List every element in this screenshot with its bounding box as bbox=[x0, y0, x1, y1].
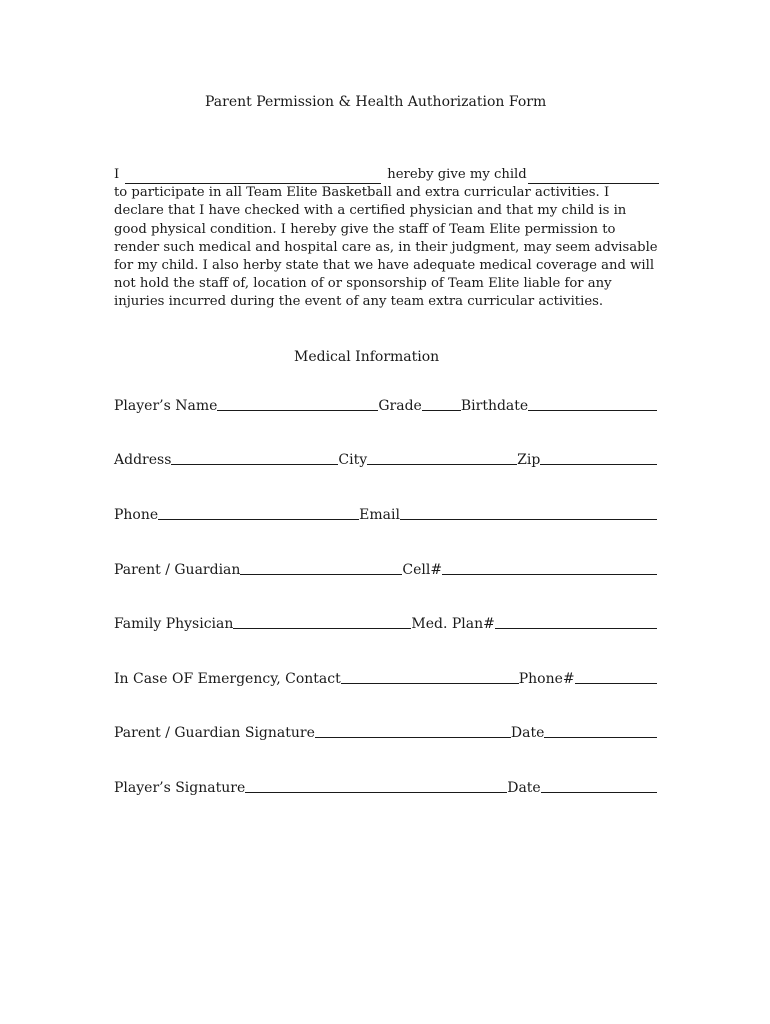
emergency-phone-field[interactable] bbox=[575, 669, 657, 684]
intro-prefix: I bbox=[114, 167, 120, 182]
grade-label: Grade bbox=[378, 398, 422, 414]
permission-first-line bbox=[114, 166, 659, 184]
guardian-date-field[interactable] bbox=[544, 723, 657, 738]
address-row bbox=[114, 448, 657, 468]
permission-body: to participate in all Team Elite Basketball and extra curricular activities. I declare that I have checked with a certified physician and that my child is in good physical condition. I hereby give the staff of Team Elite permission to render such medical and hospital care as, in their judgment, may seem advisable for my child. I also herby state that we have adequate medical coverage and will not hold the staff of, location of or sponsorship of Team Elite liable for any injuries incurred during the event of any team extra curricular activities. bbox=[114, 185, 658, 310]
address-label: Address bbox=[114, 452, 172, 468]
address-field[interactable] bbox=[171, 450, 338, 465]
emergency-contact-field[interactable] bbox=[341, 669, 519, 684]
physician-row bbox=[114, 612, 657, 632]
phone-label: Phone bbox=[114, 507, 159, 523]
phone-field[interactable] bbox=[158, 505, 359, 520]
email-field[interactable] bbox=[400, 505, 657, 520]
city-field[interactable] bbox=[367, 450, 517, 465]
physician-field[interactable] bbox=[233, 614, 411, 629]
guardian-label: Parent / Guardian bbox=[114, 562, 241, 578]
email-label: Email bbox=[359, 507, 400, 523]
emergency-phone-label: Phone# bbox=[518, 671, 575, 687]
player-name-label: Player’s Name bbox=[114, 398, 218, 414]
emergency-contact-label: In Case OF Emergency, Contact bbox=[114, 671, 341, 687]
player-date-field[interactable] bbox=[541, 778, 657, 793]
form-title: Parent Permission & Health Authorization Form bbox=[205, 94, 547, 110]
guardian-date-label: Date bbox=[510, 725, 545, 741]
emergency-row bbox=[114, 667, 657, 687]
contact-row bbox=[114, 503, 657, 523]
player-signature-row bbox=[114, 776, 657, 796]
permission-statement bbox=[114, 166, 659, 312]
guardian-signature-label: Parent / Guardian Signature bbox=[114, 725, 315, 741]
guardian-row bbox=[114, 558, 657, 578]
medical-information-heading: Medical Information bbox=[294, 349, 440, 365]
player-name-field[interactable] bbox=[217, 396, 378, 411]
guardian-field[interactable] bbox=[240, 560, 402, 575]
zip-label: Zip bbox=[517, 452, 541, 468]
player-info-row bbox=[114, 394, 657, 414]
cell-label: Cell# bbox=[402, 562, 443, 578]
med-plan-field[interactable] bbox=[495, 614, 657, 629]
physician-label: Family Physician bbox=[114, 616, 234, 632]
cell-field[interactable] bbox=[442, 560, 657, 575]
player-signature-label: Player’s Signature bbox=[114, 780, 246, 796]
birthdate-label: Birthdate bbox=[460, 398, 529, 414]
med-plan-label: Med. Plan# bbox=[411, 616, 495, 632]
guardian-signature-field[interactable] bbox=[315, 723, 511, 738]
child-name-field[interactable] bbox=[528, 171, 659, 184]
zip-field[interactable] bbox=[540, 450, 657, 465]
parent-name-field[interactable] bbox=[125, 171, 381, 184]
birthdate-field[interactable] bbox=[528, 396, 657, 411]
grade-field[interactable] bbox=[422, 396, 461, 411]
player-date-label: Date bbox=[507, 780, 541, 796]
guardian-signature-row bbox=[114, 721, 657, 741]
intro-middle: hereby give my child bbox=[387, 167, 527, 182]
city-label: City bbox=[338, 452, 368, 468]
player-signature-field[interactable] bbox=[245, 778, 507, 793]
